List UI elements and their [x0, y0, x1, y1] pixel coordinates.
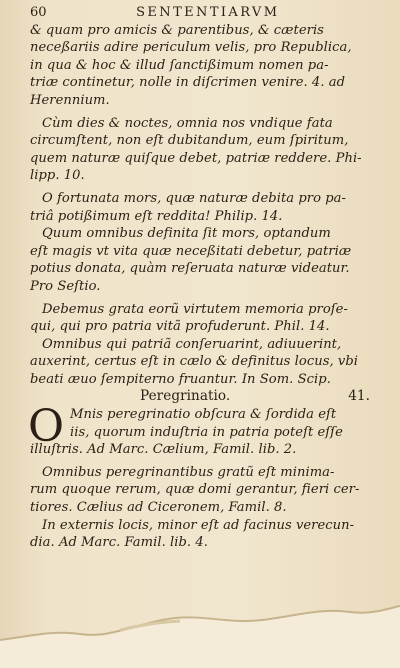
text-line: Quum omnibus definita ſit mors, optandum: [42, 226, 331, 242]
text-line: beati æuo ſempiterno fruantur. In Som. Scip.: [30, 371, 331, 387]
text-line: triâ potißimum eſt reddita! Philip. 14.: [30, 208, 283, 224]
section-title: Peregrinatio.: [140, 388, 231, 405]
section-heading: [30, 388, 382, 406]
text-line: eſt magis vt vita quæ neceßitati debetur, patriæ: [30, 243, 352, 259]
running-header: [30, 4, 382, 22]
sentence-block: [30, 225, 382, 295]
text-line: O fortunata mors, quæ naturæ debita pro pa-: [42, 190, 346, 206]
text-line: rum quoque rerum, quæ domi gerantur, fieri cer-: [30, 482, 360, 498]
text-line: lipp. 10.: [30, 168, 85, 184]
text-line: Debemus grata eorũ virtutem memoria proſe-: [42, 301, 348, 317]
text-line: illuſtris. Ad Marc. Cælium, Famil. lib. 2.: [30, 442, 297, 458]
sentence-block: [30, 115, 382, 185]
text-line: auxerint, certus eſt in cælo & definitus locus, vbi: [30, 354, 359, 370]
text-line: Omnibus peregrinantibus gratũ eſt minima-: [42, 464, 335, 480]
sentence-block: [30, 464, 382, 517]
sentence-block: [30, 336, 382, 389]
text-line: tiores. Cælius ad Ciceronem, Famil. 8.: [30, 500, 287, 516]
drop-cap-letter: O: [28, 401, 65, 453]
section-number: 41.: [348, 388, 370, 405]
text-line: qui, qui pro patria vitã profuderunt. Phil. 14.: [30, 319, 330, 335]
text-line: Herennium.: [30, 92, 110, 108]
sentence-block: [30, 190, 382, 225]
text-line: Pro Seſtio.: [30, 278, 101, 294]
page-text: [30, 4, 382, 552]
text-line: circumſtent, non eſt dubitandum, eum ſpiritum,: [30, 133, 349, 149]
page-number: 60: [30, 5, 47, 20]
sentence-block: [30, 301, 382, 336]
text-line: In externis locis, minor eſt ad facinus verecun-: [42, 517, 355, 533]
text-line: quem naturæ quiſque debet, patriæ reddere. Phi-: [30, 150, 362, 166]
text-line: potius donata, quàm reſeruata naturæ videatur.: [30, 261, 350, 277]
text-line: Cùm dies & noctes, omnia nos vndique fata: [42, 115, 333, 131]
text-line: neceßariis adire periculum velis, pro Republica,: [30, 40, 352, 56]
sentence-block: [30, 22, 382, 110]
text-line: dia. Ad Marc. Famil. lib. 4.: [30, 535, 208, 551]
text-line: in qua & hoc & illud ſanctißimum nomen pa-: [30, 57, 329, 73]
torn-page-edge: [0, 578, 400, 668]
text-line: triæ continetur, nolle in diſcrimen venire. 4. ad: [30, 75, 346, 91]
running-title: SENTENTIARVM: [136, 5, 280, 20]
text-line: & quam pro amicis & parentibus, & cæteris: [30, 22, 324, 38]
text-line: Omnibus qui patriã conſeruarint, adiuuerint,: [42, 336, 342, 352]
text-line: Mnis peregrinatio obſcura & ſordida eſt: [70, 407, 337, 423]
text-line: iis, quorum induſtria in patria poteſt eſſe: [70, 424, 343, 440]
dropcap-paragraph: [28, 401, 382, 459]
sentence-block: [30, 517, 382, 552]
